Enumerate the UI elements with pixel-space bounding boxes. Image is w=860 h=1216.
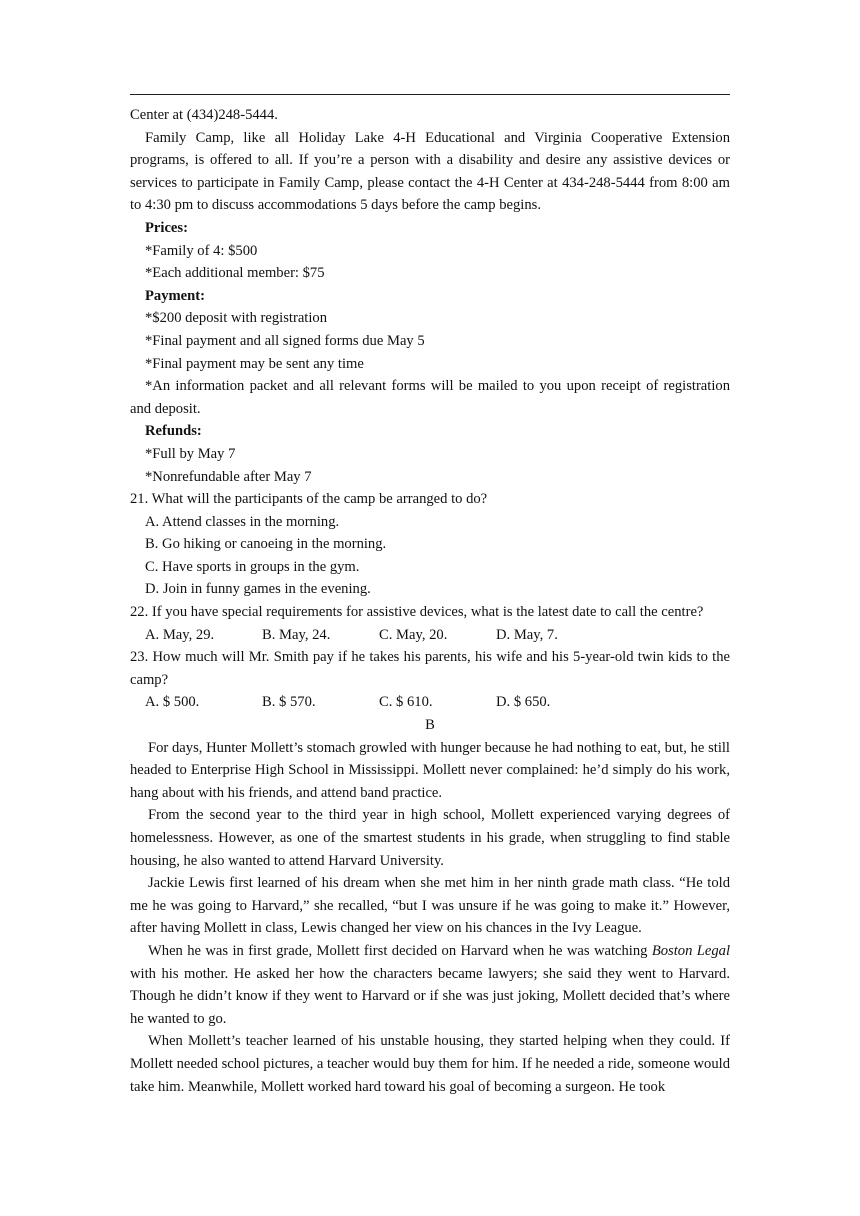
price-item: *Family of 4: $500 [145,242,258,259]
option-23-c: C. $ 610. [379,694,433,711]
section-b-label: B [425,717,435,734]
price-item: *Each additional member: $75 [145,265,325,282]
option-22-b: B. May, 24. [262,626,331,643]
refunds-heading: Refunds: [145,423,202,440]
intro-paragraph: Family Camp, like all Holiday Lake 4-H Educational and Virginia Cooperative Extension programs, is offered to all. If you’re a person with a disability and desire any assistive devices or services to participate in Family Camp, please contact the 4-H Center at 434-248-5444 from 8:00 am to 4:30 pm to discuss accommodations 5 days before the camp begins. [130,129,730,214]
passage-text: with his mother. He asked her how the characters became lawyers; she said they went to Harvard. Though he didn’t know if they went to Harvard or if she was just joking, Mollett decided that’s where he wanted to go. [130,965,730,1027]
payment-heading: Payment: [145,287,205,304]
document-body [130,104,730,1098]
passage-paragraph [130,940,730,1030]
passage-paragraph: Jackie Lewis first learned of his dream when she met him in her ninth grade math class. “He told me he was going to Harvard,” she recalled, “but I was unsure if he was going to make it.” However, after having Mollett in class, Lewis changed her view on his chances in the Ivy League. [130,875,730,937]
option-21-d: D. Join in funny games in the evening. [145,581,371,598]
option-21-c: C. Have sports in groups in the gym. [145,558,360,575]
passage-paragraph: When Mollett’s teacher learned of his unstable housing, they started helping when they could. If Mollett needed school pictures, a teacher would buy them for him. If he needed a ride, someone would take him. Meanwhile, Mollett worked hard toward his goal of becoming a surgeon. He took [130,1033,730,1095]
payment-item: *Final payment and all signed forms due May 5 [145,332,425,349]
option-21-a: A. Attend classes in the morning. [145,513,340,530]
question-22: 22. If you have special requirements for assistive devices, what is the latest date to call the centre? [130,604,704,621]
header-rule [130,94,730,95]
option-23-a: A. $ 500. [145,694,200,711]
show-title: Boston Legal [651,942,730,959]
option-22-c: C. May, 20. [379,626,448,643]
option-22-a: A. May, 29. [145,626,215,643]
payment-item: *An information packet and all relevant forms will be mailed to you upon receipt of registration and deposit. [130,378,730,417]
refund-item: *Nonrefundable after May 7 [145,468,312,485]
refund-item: *Full by May 7 [145,445,236,462]
payment-item: *$200 deposit with registration [145,310,327,327]
passage-text: When he was in first grade, Mollett first decided on Harvard when he was watching [148,942,652,959]
options-23 [130,691,730,714]
question-21: 21. What will the participants of the camp be arranged to do? [130,491,488,508]
payment-item: *Final payment may be sent any time [145,355,364,372]
question-23: 23. How much will Mr. Smith pay if he takes his parents, his wife and his 5-year-old twin kids to the camp? [130,649,730,688]
continuation-line: Center at (434)248-5444. [130,107,278,123]
option-23-b: B. $ 570. [262,694,316,711]
passage-paragraph: From the second year to the third year in high school, Mollett experienced varying degrees of homelessness. However, as one of the smartest students in his grade, when struggling to find stable housing, he also wanted to attend Harvard University. [130,807,730,869]
options-22 [130,624,730,647]
passage-paragraph: For days, Hunter Mollett’s stomach growled with hunger because he had nothing to eat, but, he still headed to Enterprise High School in Mississippi. Mollett never complained: he’d simply do his work, hang about with his friends, and attend band practice. [130,739,730,801]
option-22-d: D. May, 7. [496,626,558,643]
option-23-d: D. $ 650. [496,694,551,711]
option-21-b: B. Go hiking or canoeing in the morning. [145,536,387,553]
prices-heading: Prices: [145,219,188,236]
